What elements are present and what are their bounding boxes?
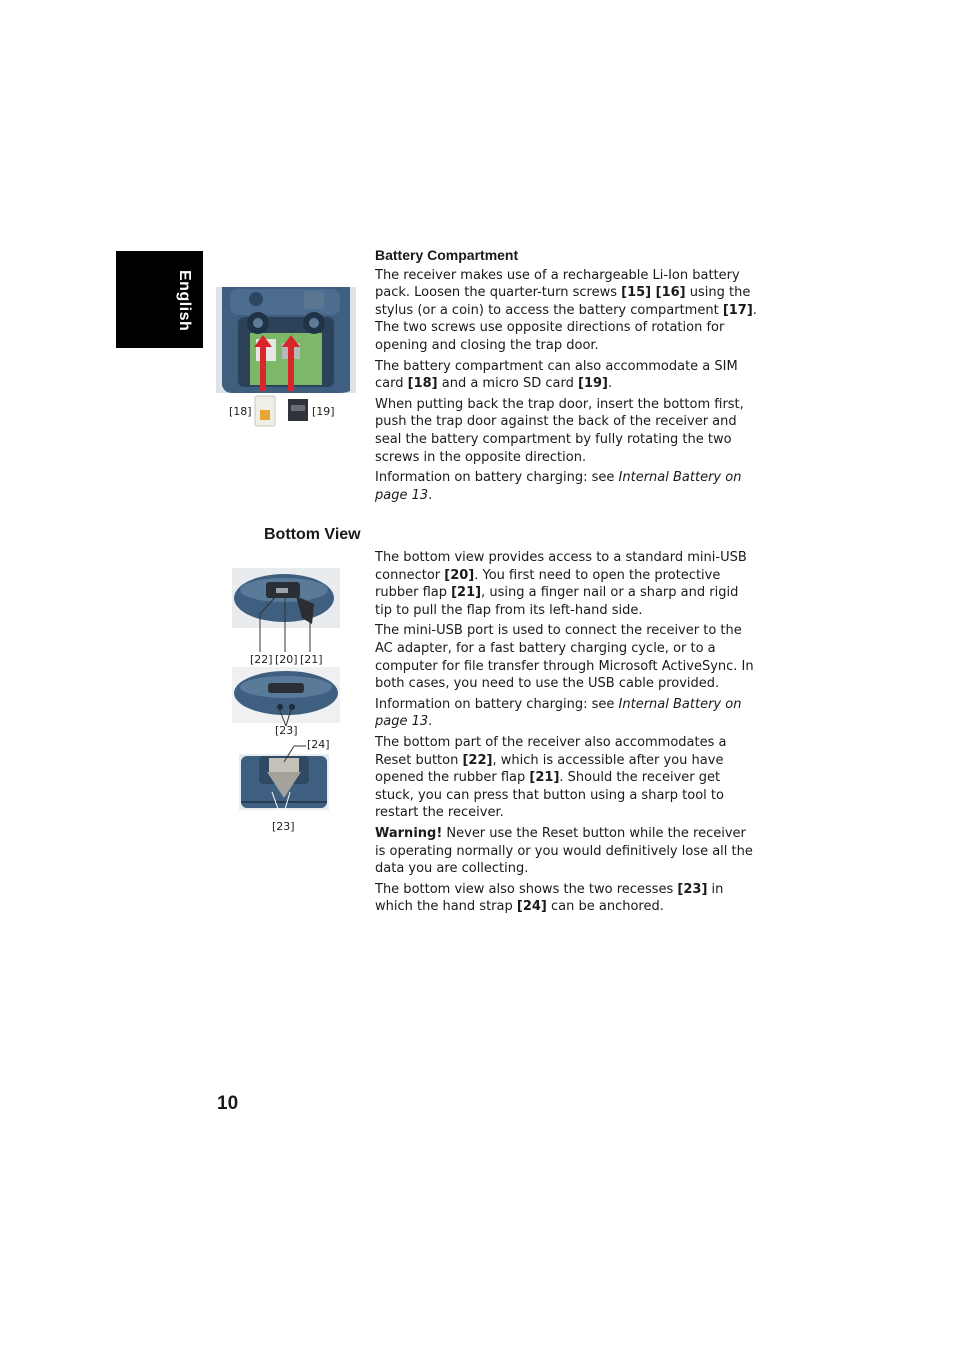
- page-number: 10: [217, 1093, 239, 1114]
- battery-paragraph-1: The receiver makes use of a rechargeable Li-Ion battery pack. Loosen the quarter-turn screws [15] [16] using the stylus (or a coin) to access the battery compartment [17]. The two screws use opposite directions of rotation for opening and closing the trap door.: [375, 267, 757, 353]
- bottom-view-heading: Bottom View: [264, 526, 361, 543]
- bottom-paragraph-2: The mini-USB port is used to connect the receiver to the AC adapter, for a fast battery charging cycle, or to a computer for file transfer through Microsoft ActiveSync. In both cases, you need to use the USB cable provided.: [375, 623, 754, 692]
- label-sd-card: [19]: [312, 405, 335, 418]
- bottom-paragraph-3: Information on battery charging: see Internal Battery on page 13.: [375, 696, 742, 730]
- bottom-view-section: [375, 549, 757, 919]
- bottom-paragraph-5: Warning! Never use the Reset button while the receiver is operating normally or you would definitively lose all the data you are collecting.: [375, 825, 753, 877]
- battery-compartment-photo: [216, 287, 356, 393]
- label-sim-card: [18]: [229, 405, 252, 418]
- language-tab-label: English: [176, 270, 193, 332]
- bottom-paragraph-6: The bottom view also shows the two recesses [23] in which the hand strap [24] can be anchored.: [375, 881, 724, 915]
- sim-card-photo: [252, 394, 278, 428]
- bottom-paragraph-1: The bottom view provides access to a standard mini-USB connector [20]. You first need to open the protective rubber flap [21], using a finger nail or a sharp and rigid tip to pull the flap from its left-hand side.: [375, 550, 747, 618]
- label-hand-strap: [24]: [307, 738, 330, 751]
- label-usb-connector: [20]: [275, 653, 298, 666]
- bottom-paragraph-4: The bottom part of the receiver also accommodates a Reset button [22], which is accessible after you have opened the rubber flap [21]. Should the receiver get stuck, you can press that button using a sharp tool to restart the receiver.: [375, 734, 727, 821]
- sd-card-photo: [286, 397, 310, 423]
- battery-paragraph-3: When putting back the trap door, insert the bottom first, push the trap door against the back of the receiver and seal the battery compartment by fully rotating the two screws in the opposite direction.: [375, 396, 744, 465]
- battery-heading: Battery Compartment: [375, 247, 519, 263]
- label-reset-button: [22]: [250, 653, 273, 666]
- callout-lines-strap: [268, 742, 308, 822]
- callout-lines-usb: [250, 594, 320, 654]
- battery-paragraph-2: The battery compartment can also accommodate a SIM card [18] and a micro SD card [19].: [375, 358, 738, 392]
- label-recesses-a: [23]: [275, 724, 298, 737]
- battery-section: [375, 247, 757, 507]
- battery-paragraph-4: Information on battery charging: see Internal Battery on page 13.: [375, 470, 742, 503]
- label-rubber-flap: [21]: [300, 653, 323, 666]
- label-recesses-b: [23]: [272, 820, 295, 833]
